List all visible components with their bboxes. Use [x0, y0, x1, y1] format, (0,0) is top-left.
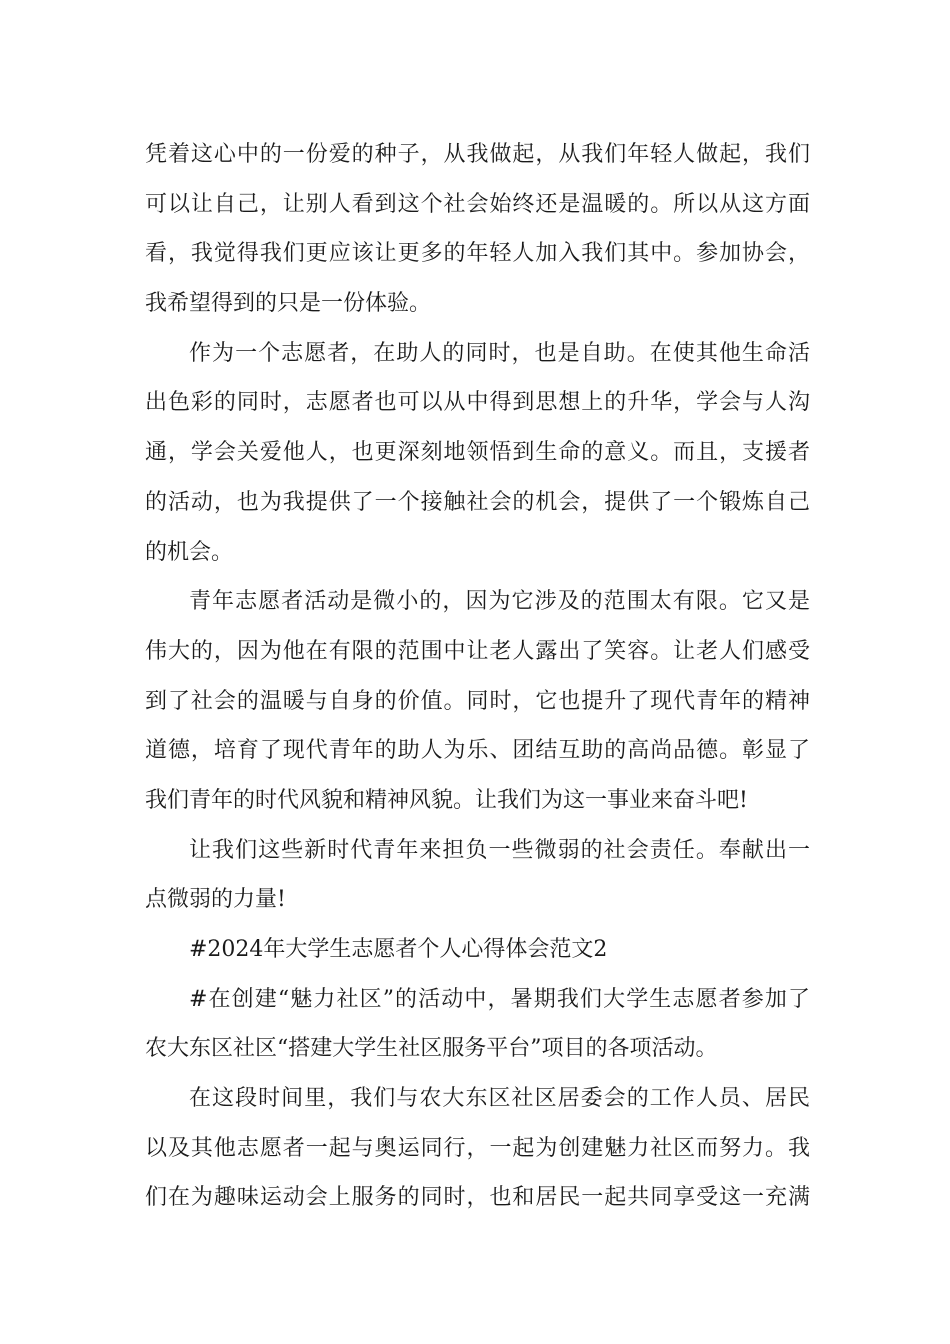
text-line: 让我们这些新时代青年来担负一些微弱的社会责任。奉献出一 [189, 837, 810, 863]
text-line: #在创建“魅力社区”的活动中，暑期我们大学生志愿者参加了 [189, 986, 810, 1012]
text-line: 的活动，也为我提供了一个接触社会的机会，提供了一个锻炼自己 [145, 489, 810, 515]
text-line: 我们青年的时代风貌和精神风貌。让我们为这一事业来奋斗吧! [145, 787, 748, 813]
text-line: 在这段时间里，我们与农大东区社区居委会的工作人员、居民 [189, 1086, 810, 1112]
text-line: 通，学会关爱他人，也更深刻地领悟到生命的意义。而且，支援者 [145, 440, 810, 466]
text-line: 可以让自己，让别人看到这个社会始终还是温暖的。所以从这方面 [145, 191, 810, 217]
text-line: 道德，培育了现代青年的助人为乐、团结互助的高尚品德。彰显了 [145, 738, 810, 764]
text-line: 的机会。 [145, 539, 234, 565]
text-line: 作为一个志愿者，在助人的同时，也是自助。在使其他生命活 [189, 340, 810, 366]
text-line: 我希望得到的只是一份体验。 [145, 291, 432, 317]
text-line: 看，我觉得我们更应该让更多的年轻人加入我们其中。参加协会， [145, 241, 810, 267]
document-body [145, 130, 810, 1223]
text-line: 们在为趣味运动会上服务的同时，也和居民一起共同享受这一充满 [145, 1185, 810, 1211]
text-line: 伟大的，因为他在有限的范围中让老人露出了笑容。让老人们感受 [145, 638, 810, 664]
text-line: 凭着这心中的一份爱的种子，从我做起，从我们年轻人做起，我们 [145, 142, 810, 167]
text-line: 出色彩的同时，志愿者也可以从中得到思想上的升华，学会与人沟 [145, 390, 810, 416]
text-line: 以及其他志愿者一起与奥运同行，一起为创建魅力社区而努力。我 [145, 1135, 810, 1161]
text-line: 点微弱的力量! [145, 887, 286, 913]
text-line: #2024年大学生志愿者个人心得体会范文2 [189, 937, 608, 962]
text-line: 农大东区社区“搭建大学生社区服务平台”项目的各项活动。 [145, 1036, 718, 1062]
text-line: 到了社会的温暖与自身的价值。同时，它也提升了现代青年的精神 [145, 688, 810, 714]
text-line: 青年志愿者活动是微小的，因为它涉及的范围太有限。它又是 [189, 589, 810, 615]
